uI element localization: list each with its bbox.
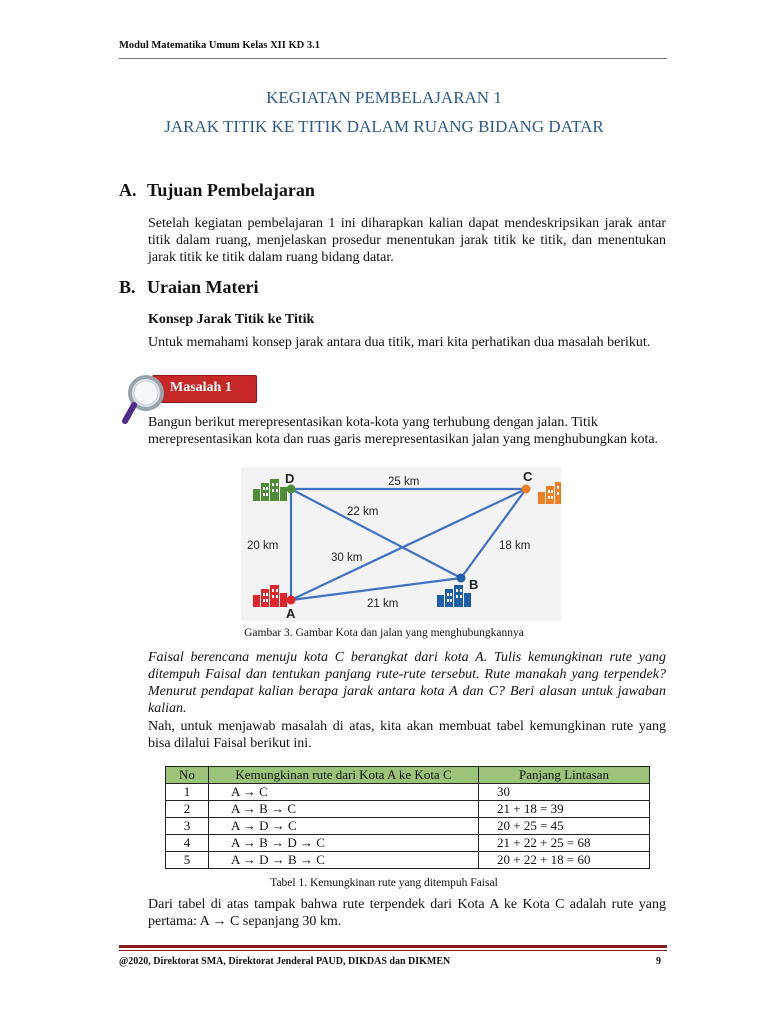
road-DB: [291, 489, 461, 578]
row-length: 30: [479, 784, 650, 801]
window: [551, 490, 553, 493]
row-no: 4: [166, 835, 209, 852]
road-CB: [461, 489, 526, 578]
window: [263, 599, 265, 602]
footer-text: @2020, Direktorat SMA, Direktorat Jenderal PAUD, DIKDAS dan DIKMEN: [119, 956, 451, 967]
table-row: [166, 818, 650, 835]
building: [546, 486, 554, 504]
row-length: 21 + 22 + 25 = 68: [479, 835, 650, 852]
table-row: [166, 784, 650, 801]
city-d-icon: [253, 479, 287, 501]
window: [276, 489, 278, 492]
row-route: A → B → D → C: [209, 835, 479, 852]
window: [263, 493, 265, 496]
page-number: 9: [656, 956, 661, 967]
point-c: [522, 485, 531, 494]
problem-text: Faisal berencana menuju kota C berangkat dari kota A. Tulis kemungkinan rute yang ditempuh Faisal dan tentukan panjang rute-rute tersebut. Rute manakah yang terpendek? Menurut pendapat kalian berapa jarak antara kota A dan C? Beri alasan untuk jawaban kalian.: [148, 650, 666, 716]
section-b-title: Uraian Materi: [147, 277, 259, 297]
distance-da: 20 km: [247, 540, 279, 552]
masalah-text: Bangun berikut merepresentasikan kota-kota yang terhubung dengan jalan. Titik merepresentasikan kota dan ruas garis merepresentasikan jalan yang menghubungkan kota.: [148, 415, 659, 447]
row-route: A → D → B → C: [209, 852, 479, 869]
window: [551, 496, 553, 499]
distance-dc: 25 km: [388, 476, 420, 488]
row-no: 3: [166, 818, 209, 835]
window: [263, 487, 265, 490]
window: [272, 595, 274, 598]
window: [266, 487, 268, 490]
section-a-letter: A.: [119, 180, 137, 200]
running-header: Modul Matematika Umum Kelas XII KD 3.1: [119, 40, 320, 51]
building: [253, 595, 260, 607]
row-length: 21 + 18 = 39: [479, 801, 650, 818]
header-no: No: [166, 767, 209, 784]
building: [464, 593, 471, 607]
window: [447, 593, 449, 596]
subheading-konsep: Konsep Jarak Titik ke Titik: [148, 312, 315, 327]
header-route: Kemungkinan rute dari Kota A ke Kota C: [209, 767, 479, 784]
window: [263, 593, 265, 596]
distance-cb: 18 km: [499, 540, 531, 552]
city-c-icon: [538, 482, 561, 504]
window: [557, 492, 559, 495]
chapter-title: KEGIATAN PEMBELAJARAN 1: [266, 88, 502, 107]
section-a-text: Setelah kegiatan pembelajaran 1 ini diharapkan kalian dapat mendeskripsikan jarak antar titik dalam ruang, menjelaskan prosedur menentukan jarak titik ke titik, dan menentukan jarak titik ke titik dalam ruang bidang datar.: [148, 216, 666, 265]
roads: [291, 489, 526, 600]
masalah-label: Masalah 1: [170, 380, 232, 395]
chapter-subtitle: JARAK TITIK KE TITIK DALAM RUANG BIDANG DATAR: [164, 117, 604, 136]
building: [280, 487, 287, 501]
city-a-icon: [253, 585, 287, 607]
window: [557, 486, 559, 489]
window: [272, 589, 274, 592]
window: [272, 483, 274, 486]
building: [538, 492, 545, 504]
city-road-figure: [241, 467, 561, 621]
row-route: A → B → C: [209, 801, 479, 818]
label-b: B: [469, 577, 479, 592]
distance-ab: 21 km: [367, 598, 399, 610]
row-route: A → C: [209, 784, 479, 801]
window: [276, 589, 278, 592]
label-a: A: [286, 606, 296, 621]
window: [456, 589, 458, 592]
window: [450, 599, 452, 602]
intro-text: Untuk memahami konsep jarak antara dua titik, mari kita perhatikan dua masalah berikut.: [148, 335, 651, 350]
section-b-letter: B.: [119, 277, 136, 297]
window: [460, 595, 462, 598]
table-row: [166, 801, 650, 818]
row-no: 2: [166, 801, 209, 818]
section-a-heading: [119, 180, 315, 201]
label-c: C: [523, 469, 533, 484]
row-length: 20 + 22 + 18 = 60: [479, 852, 650, 869]
point-a: [287, 596, 296, 605]
window: [276, 595, 278, 598]
building: [280, 593, 287, 607]
section-a-title: Tujuan Pembelajaran: [147, 180, 315, 200]
conclusion-text: Dari tabel di atas tampak bahwa rute terpendek dari Kota A ke Kota C adalah rute yang pertama: A → C sepanjang 30 km.: [148, 897, 666, 929]
window: [266, 593, 268, 596]
point-b: [457, 574, 466, 583]
window: [450, 593, 452, 596]
building: [437, 595, 444, 607]
footer-rule-thin: [119, 950, 667, 951]
row-no: 5: [166, 852, 209, 869]
building: [261, 589, 269, 607]
row-no: 1: [166, 784, 209, 801]
section-b-heading: [119, 277, 258, 298]
window: [266, 599, 268, 602]
row-route: A → D → C: [209, 818, 479, 835]
distance-ac: 30 km: [331, 552, 363, 564]
window: [460, 589, 462, 592]
window: [447, 599, 449, 602]
window: [266, 493, 268, 496]
window: [276, 483, 278, 486]
label-d: D: [285, 471, 295, 486]
row-length: 20 + 25 = 45: [479, 818, 650, 835]
table-caption: Tabel 1. Kemungkinan rute yang ditempuh Faisal: [270, 877, 498, 889]
lead-text: Nah, untuk menjawab masalah di atas, kita akan membuat tabel kemungkinan rute yang bisa dilalui Faisal berikut ini.: [148, 719, 666, 751]
figure-caption: Gambar 3. Gambar Kota dan jalan yang menghubungkannya: [244, 627, 524, 639]
building: [253, 489, 260, 501]
table-header-row: [166, 767, 650, 784]
window: [548, 490, 550, 493]
footer-rule-thick: [119, 945, 667, 948]
window: [456, 595, 458, 598]
building: [261, 483, 269, 501]
header-rule: [119, 58, 667, 59]
table-row: [166, 835, 650, 852]
road-AC: [291, 489, 526, 600]
header-length: Panjang Lintasan: [479, 767, 650, 784]
window: [272, 489, 274, 492]
city-b-icon: [437, 585, 471, 607]
building: [445, 589, 453, 607]
routes-table: [165, 766, 650, 869]
window: [548, 496, 550, 499]
table-row: [166, 852, 650, 869]
distance-db: 22 km: [347, 506, 379, 518]
